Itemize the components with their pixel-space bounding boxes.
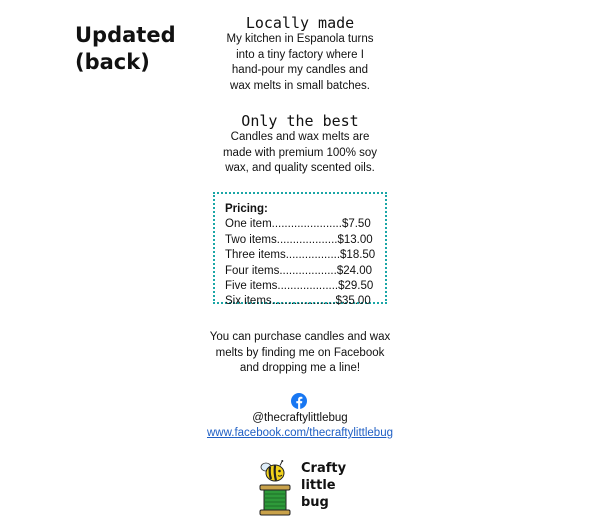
logo-word: bug (301, 495, 329, 510)
facebook-icon[interactable] (291, 393, 307, 409)
pricing-row: Two items...................$13.00 (225, 233, 373, 246)
pricing-row: Five items...................$29.50 (225, 280, 374, 293)
only-best-text (190, 130, 410, 177)
side-label (75, 22, 176, 76)
spool-thread-icon (264, 490, 286, 510)
pricing-row: One item......................$7.50 (225, 218, 371, 231)
logo-text (301, 460, 351, 511)
locally-made-line: hand-pour my candles and (231, 64, 369, 76)
spool-bottom-icon (260, 510, 290, 515)
only-best-line: Candles and wax melts are (230, 131, 370, 143)
locally-made-heading: Locally made (245, 14, 355, 32)
logo-word: little (301, 478, 336, 493)
intro-column (190, 14, 410, 177)
only-best-heading: Only the best (241, 112, 359, 130)
pricing-title: Pricing: (225, 203, 268, 215)
locally-made-line: into a tiny factory where I (236, 48, 364, 61)
only-best-line: made with premium 100% soy (222, 146, 378, 159)
pricing-box (213, 192, 387, 308)
locally-made-line: My kitchen in Espanola turns (226, 33, 374, 45)
purchase-info (190, 330, 410, 377)
logo-word: Crafty (301, 461, 347, 476)
spool-top-icon (260, 485, 290, 490)
only-best-line: wax, and quality scented oils. (225, 162, 375, 174)
locally-made-text (190, 32, 410, 94)
facebook-link[interactable]: www.facebook.com/thecraftylittlebug (206, 427, 393, 439)
purchase-line: melts by finding me on Facebook (215, 346, 385, 359)
pricing-row: Six items....................$35.00 (225, 295, 371, 308)
locally-made-line: wax melts in small batches. (230, 79, 370, 92)
side-label-line-1: Updated (75, 23, 176, 47)
pricing-row: Four items..................$24.00 (225, 264, 373, 277)
purchase-line: You can purchase candles and wax (209, 331, 391, 343)
facebook-handle: @thecraftylittlebug (252, 412, 348, 424)
side-label-line-2: (back) (75, 50, 150, 74)
purchase-line: and dropping me a line! (239, 362, 361, 374)
pricing-row: Three items.................$18.50 (225, 249, 376, 262)
